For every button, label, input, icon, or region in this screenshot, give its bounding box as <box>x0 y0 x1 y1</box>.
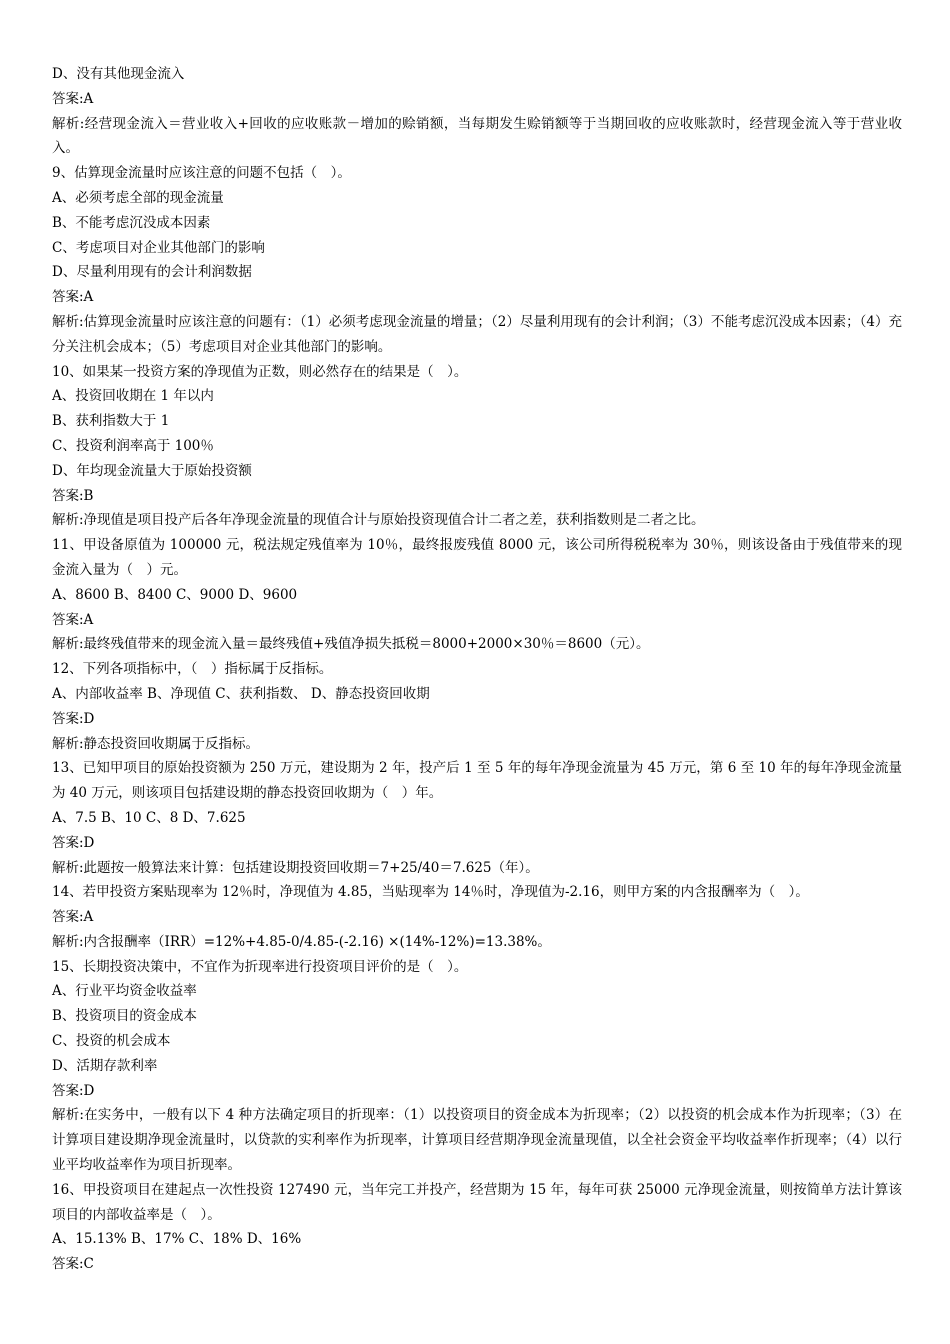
option-line: C、投资的机会成本 <box>52 1033 171 1050</box>
option-line: A、投资回收期在 1 年以内 <box>52 388 214 405</box>
explanation-paragraph: 解析:此题按一般算法来计算：包括建设期投资回收期＝7+25/40＝7.625（年）。 <box>52 859 539 876</box>
option-line: C、考虑项目对企业其他部门的影响 <box>52 239 265 256</box>
answer-line: 答案:D <box>52 710 95 727</box>
option-line: B、获利指数大于 1 <box>52 413 170 430</box>
explanation-paragraph: 解析:在实务中，一般有以下 4 种方法确定项目的折现率：（1）以投资项目的资金成本为折现率；（2）以投资的机会成本作为折现率；（3）在计算项目建设期净现金流量时，以贷款的实利率作为折现率，计算项目经营期净现金流量现值，以全社会资金平均收益率作折现率；（4）以行业平均收益率作为项目折现率。 <box>52 1107 902 1174</box>
option-line: A、内部收益率 B、净现值 C、获利指数、 D、静态投资回收期 <box>52 685 430 702</box>
question-13: 13、已知甲项目的原始投资额为 250 万元，建设期为 2 年，投产后 1 至 5 年的每年净现金流量为 45 万元，第 6 至 10 年的每年净现金流量为 40 万元，则该项目包括建设期的静态投资回收期为（ ）年。 <box>52 760 902 802</box>
answer-line: 答案:B <box>52 487 94 504</box>
question-14: 14、若甲投资方案贴现率为 12％时，净现值为 4.85，当贴现率为 14％时，净现值为-2.16，则甲方案的内含报酬率为（ ）。 <box>52 884 809 901</box>
option-line: D、活期存款利率 <box>52 1057 158 1074</box>
explanation-paragraph: 解析:最终残值带来的现金流入量＝最终残值+残值净损失抵税＝8000+2000×30％＝8600（元）。 <box>52 636 650 653</box>
question-12: 12、下列各项指标中，（ ）指标属于反指标。 <box>52 661 333 678</box>
option-line: C、投资利润率高于 100％ <box>52 437 214 454</box>
option-line: A、8600 B、8400 C、9000 D、9600 <box>52 586 298 603</box>
document-page <box>52 62 902 1277</box>
option-line: A、行业平均资金收益率 <box>52 983 197 1000</box>
option-line: D、年均现金流量大于原始投资额 <box>52 462 252 479</box>
answer-line: 答案:A <box>52 611 94 628</box>
explanation-paragraph: 解析:经营现金流入＝营业收入+回收的应收账款－增加的赊销额，当每期发生赊销额等于当期回收的应收账款时，经营现金流入等于营业收入。 <box>52 115 902 157</box>
option-line: B、不能考虑沉没成本因素 <box>52 214 211 231</box>
option-line: D、没有其他现金流入 <box>52 66 185 82</box>
question-9: 9、估算现金流量时应该注意的问题不包括（ ）。 <box>52 165 351 182</box>
explanation-paragraph: 解析:估算现金流量时应该注意的问题有：（1）必须考虑现金流量的增量；（2）尽量利用现有的会计利润；（3）不能考虑沉没成本因素；（4）充分关注机会成本；（5）考虑项目对企业其他部门的影响。 <box>52 313 902 355</box>
option-line: B、投资项目的资金成本 <box>52 1008 197 1025</box>
answer-line: 答案:A <box>52 90 94 107</box>
answer-line: 答案:D <box>52 834 95 851</box>
answer-line: 答案:A <box>52 289 94 306</box>
question-11: 11、甲设备原值为 100000 元，税法规定残值率为 10％，最终报废残值 8000 元，该公司所得税税率为 30％，则该设备由于残值带来的现金流入量为（ ）元。 <box>52 537 902 578</box>
option-line: A、15.13% B、17% C、18% D、16% <box>52 1231 302 1248</box>
answer-line: 答案:A <box>52 909 94 926</box>
question-10: 10、如果某一投资方案的净现值为正数，则必然存在的结果是（ ）。 <box>52 363 468 380</box>
question-16: 16、甲投资项目在建起点一次性投资 127490 元，当年完工并投产，经营期为 15 年，每年可获 25000 元净现金流量，则按简单方法计算该项目的内部收益率是（ ）。 <box>52 1181 902 1223</box>
explanation-paragraph: 解析:静态投资回收期属于反指标。 <box>52 735 260 752</box>
option-line: A、7.5 B、10 C、8 D、7.625 <box>52 809 246 826</box>
option-line: A、必须考虑全部的现金流量 <box>52 189 224 206</box>
answer-line: 答案:D <box>52 1082 95 1099</box>
option-line: D、尽量利用现有的会计利润数据 <box>52 264 252 281</box>
question-15: 15、长期投资决策中，不宜作为折现率进行投资项目评价的是（ ）。 <box>52 958 468 975</box>
explanation-paragraph: 解析:净现值是项目投产后各年净现金流量的现值合计与原始投资现值合计二者之差，获利指数则是二者之比。 <box>52 512 705 529</box>
explanation-paragraph: 解析:内含报酬率（IRR）=12%+4.85-0/4.85-(-2.16) ×(14%-12%)=13.38%。 <box>52 933 551 950</box>
answer-line: 答案:C <box>52 1256 94 1273</box>
